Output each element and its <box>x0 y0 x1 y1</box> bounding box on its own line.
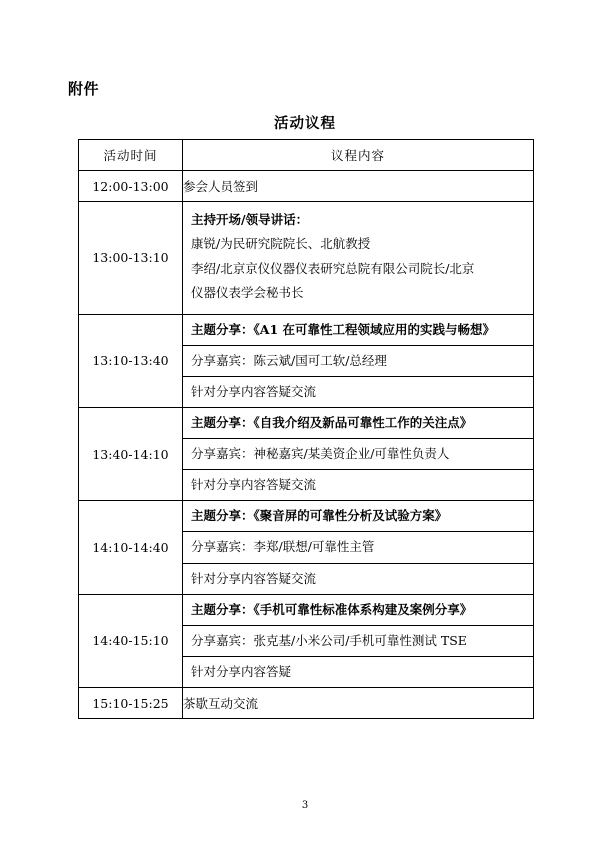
cell-time: 14:40-15:10 <box>79 594 183 687</box>
agenda-line: 茶歇互动交流 <box>183 696 259 711</box>
cell-time: 13:40-14:10 <box>79 407 183 500</box>
cell-content <box>183 688 534 719</box>
agenda-qa: 针对分享内容答疑交流 <box>191 383 317 399</box>
agenda-qa: 针对分享内容答疑交流 <box>191 570 317 586</box>
agenda-table-body <box>79 171 534 719</box>
cell-content <box>183 501 534 594</box>
agenda-topic: 主题分享：《手机可靠性标准体系构建及案例分享》 <box>183 595 533 626</box>
cell-time: 15:10-15:25 <box>79 688 183 719</box>
agenda-topic: 主题分享：《自我介绍及新品可靠性工作的关注点》 <box>183 408 533 439</box>
agenda-paragraph <box>183 202 533 314</box>
table-row <box>79 594 534 687</box>
cell-time: 12:00-13:00 <box>79 171 183 202</box>
cell-time: 14:10-14:40 <box>79 501 183 594</box>
agenda-speaker: 分享嘉宾：陈云斌/国可工软/总经理 <box>183 346 533 377</box>
agenda-speaker: 分享嘉宾：张克基/小米公司/手机可靠性测试 TSE <box>183 626 533 657</box>
table-row <box>79 202 534 315</box>
column-header-time: 活动时间 <box>79 140 183 171</box>
agenda-line: 主持开场/领导讲话： <box>191 212 309 227</box>
table-row <box>79 171 534 202</box>
page-title: 活动议程 <box>274 115 336 132</box>
table-row <box>79 688 534 719</box>
agenda-line: 李绍/北京京仪仪器仪表研究总院有限公司院长/北京 <box>191 260 475 276</box>
agenda-qa: 针对分享内容答疑 <box>191 663 292 679</box>
cell-time: 13:00-13:10 <box>79 202 183 315</box>
agenda-line: 参会人员签到 <box>183 179 259 194</box>
table-header-row <box>79 140 534 171</box>
cell-content <box>183 314 534 407</box>
attachment-label: 附件 <box>68 80 100 98</box>
agenda-topic: 主题分享：《聚音屏的可靠性分析及试验方案》 <box>183 501 533 532</box>
table-row <box>79 501 534 594</box>
column-header-content: 议程内容 <box>183 140 534 171</box>
cell-content <box>183 407 534 500</box>
agenda-topic: 主题分享：《A1 在可靠性工程领域应用的实践与畅想》 <box>183 315 533 346</box>
agenda-speaker: 分享嘉宾：李郑/联想/可靠性主管 <box>183 532 533 563</box>
table-row <box>79 407 534 500</box>
agenda-speaker: 分享嘉宾：神秘嘉宾/某美资企业/可靠性负责人 <box>183 439 533 470</box>
cell-content <box>183 594 534 687</box>
cell-time: 13:10-13:40 <box>79 314 183 407</box>
cell-content <box>183 171 534 202</box>
cell-content <box>183 202 534 315</box>
table-row <box>79 314 534 407</box>
agenda-table <box>78 139 534 719</box>
agenda-qa: 针对分享内容答疑交流 <box>191 477 317 493</box>
agenda-line: 康锐/为民研究院院长、北航教授 <box>191 236 371 252</box>
agenda-line: 仪器仪表学会秘书长 <box>191 285 304 301</box>
page-number: 3 <box>301 800 309 811</box>
